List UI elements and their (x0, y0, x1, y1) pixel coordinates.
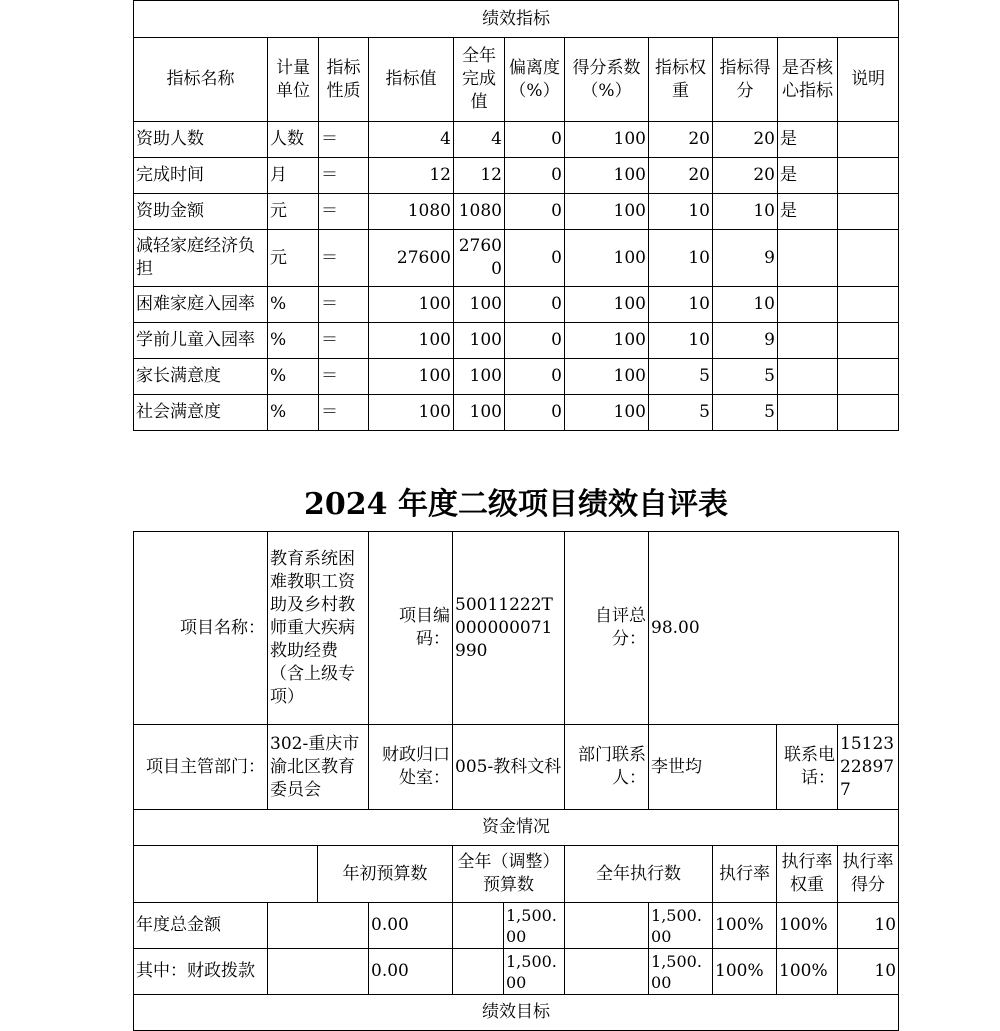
score-coefficient: 100 (565, 158, 649, 194)
deviation: 0 (505, 158, 565, 194)
core-flag (778, 395, 838, 431)
header-core: 是否核心指标 (778, 38, 838, 122)
header-unit: 计量单位 (268, 38, 319, 122)
core-flag: 是 (778, 158, 838, 194)
note (838, 194, 899, 230)
completed-value: 100 (454, 359, 505, 395)
deviation: 0 (505, 395, 565, 431)
dept-label: 项目主管部门： (134, 725, 268, 810)
deviation: 0 (505, 287, 565, 323)
core-flag (778, 230, 838, 287)
header-indicator-name: 指标名称 (134, 38, 268, 122)
weight: 10 (649, 323, 713, 359)
header-weight: 指标权重 (649, 38, 713, 122)
weight: 20 (649, 158, 713, 194)
table-row (134, 194, 899, 230)
nature: ＝ (319, 194, 369, 230)
completed-value: 12 (454, 158, 505, 194)
unit: % (268, 395, 319, 431)
project-name: 教育系统困难教职工资助及乡村教师重大疾病救助经费（含上级专项） (268, 532, 369, 725)
finance-office: 005-教科文科 (453, 725, 565, 810)
funds-header-blank (134, 846, 318, 903)
weight: 5 (649, 395, 713, 431)
indicator-name: 困难家庭入园率 (134, 287, 268, 323)
weight: 10 (649, 287, 713, 323)
header-note: 说明 (838, 38, 899, 122)
dept: 302-重庆市渝北区教育委员会 (268, 725, 369, 810)
indicator-name: 完成时间 (134, 158, 268, 194)
deviation: 0 (505, 122, 565, 158)
funds-weight: 100% (777, 903, 838, 949)
note (838, 359, 899, 395)
nature: ＝ (319, 122, 369, 158)
core-flag (778, 287, 838, 323)
funds-row-label: 其中：财政拨款 (134, 949, 268, 995)
completed-value: 100 (454, 323, 505, 359)
indicator-name: 家长满意度 (134, 359, 268, 395)
funds-rate: 100% (713, 949, 777, 995)
completed-value: 4 (454, 122, 505, 158)
note (838, 122, 899, 158)
performance-indicator-table (133, 0, 899, 431)
header-score: 指标得分 (713, 38, 778, 122)
deviation: 0 (505, 230, 565, 287)
header-deviation: 偏离度（%） (505, 38, 565, 122)
contact-person: 李世均 (649, 725, 777, 810)
score: 9 (713, 323, 778, 359)
indicator-section-title: 绩效指标 (134, 1, 899, 38)
score-coefficient: 100 (565, 287, 649, 323)
phone-label: 联系电话： (777, 725, 838, 810)
finance-label: 财政归口处室： (369, 725, 453, 810)
indicator-name: 学前儿童入园率 (134, 323, 268, 359)
phone: 15123228977 (838, 725, 899, 810)
self-score: 98.00 (649, 532, 899, 725)
score-coefficient: 100 (565, 122, 649, 158)
funds-adjusted: 1,500.00 (504, 903, 565, 949)
unit: % (268, 323, 319, 359)
score: 10 (713, 194, 778, 230)
unit: 元 (268, 194, 319, 230)
weight: 20 (649, 122, 713, 158)
funds-weight: 100% (777, 949, 838, 995)
target-value: 12 (369, 158, 454, 194)
unit: 元 (268, 230, 319, 287)
header-target-value: 指标值 (369, 38, 454, 122)
indicator-name: 资助金额 (134, 194, 268, 230)
target-value: 1080 (369, 194, 454, 230)
funds-header-executed: 全年执行数 (565, 846, 713, 903)
funds-initial: 0.00 (369, 949, 453, 995)
page-title: 2024 年度二级项目绩效自评表 (304, 487, 728, 522)
completed-value: 27600 (454, 230, 505, 287)
note (838, 230, 899, 287)
funds-executed: 1,500.00 (649, 949, 713, 995)
target-value: 4 (369, 122, 454, 158)
table-row (134, 230, 899, 287)
deviation: 0 (505, 194, 565, 230)
note (838, 395, 899, 431)
core-flag (778, 359, 838, 395)
project-evaluation-table (133, 531, 899, 1031)
deviation: 0 (505, 323, 565, 359)
header-score-coefficient: 得分系数（%） (565, 38, 649, 122)
score-coefficient: 100 (565, 323, 649, 359)
unit: 人数 (268, 122, 319, 158)
weight: 10 (649, 230, 713, 287)
score: 20 (713, 158, 778, 194)
table-row (134, 359, 899, 395)
score-coefficient: 100 (565, 194, 649, 230)
score-coefficient: 100 (565, 359, 649, 395)
note (838, 287, 899, 323)
funds-row (134, 903, 899, 949)
score: 5 (713, 359, 778, 395)
table-row (134, 395, 899, 431)
note (838, 323, 899, 359)
funds-rate: 100% (713, 903, 777, 949)
unit: % (268, 359, 319, 395)
completed-value: 1080 (454, 194, 505, 230)
unit: 月 (268, 158, 319, 194)
funds-header-weight: 执行率权重 (777, 846, 838, 903)
core-flag (778, 323, 838, 359)
funds-section-title: 资金情况 (134, 810, 899, 846)
deviation: 0 (505, 359, 565, 395)
weight: 10 (649, 194, 713, 230)
project-name-label: 项目名称： (134, 532, 268, 725)
table-row (134, 287, 899, 323)
funds-score: 10 (838, 903, 899, 949)
funds-header-rate: 执行率 (713, 846, 777, 903)
completed-value: 100 (454, 395, 505, 431)
score: 10 (713, 287, 778, 323)
target-value: 27600 (369, 230, 454, 287)
weight: 5 (649, 359, 713, 395)
nature: ＝ (319, 287, 369, 323)
indicator-name: 减轻家庭经济负担 (134, 230, 268, 287)
note (838, 158, 899, 194)
nature: ＝ (319, 323, 369, 359)
target-value: 100 (369, 395, 454, 431)
project-code: 50011222T000000071990 (453, 532, 565, 725)
nature: ＝ (319, 395, 369, 431)
target-value: 100 (369, 287, 454, 323)
score: 5 (713, 395, 778, 431)
indicator-name: 资助人数 (134, 122, 268, 158)
nature: ＝ (319, 230, 369, 287)
funds-executed: 1,500.00 (649, 903, 713, 949)
completed-value: 100 (454, 287, 505, 323)
table-row (134, 323, 899, 359)
funds-initial: 0.00 (369, 903, 453, 949)
nature: ＝ (319, 359, 369, 395)
funds-row-label: 年度总金额 (134, 903, 268, 949)
self-score-label: 自评总分： (565, 532, 649, 725)
core-flag: 是 (778, 122, 838, 158)
target-value: 100 (369, 323, 454, 359)
funds-adjusted: 1,500.00 (504, 949, 565, 995)
funds-score: 10 (838, 949, 899, 995)
funds-header-score: 执行率得分 (838, 846, 899, 903)
table-row (134, 158, 899, 194)
indicator-name: 社会满意度 (134, 395, 268, 431)
contact-label: 部门联系人： (565, 725, 649, 810)
score-coefficient: 100 (565, 395, 649, 431)
funds-row (134, 949, 899, 995)
nature: ＝ (319, 158, 369, 194)
score: 20 (713, 122, 778, 158)
unit: % (268, 287, 319, 323)
header-nature: 指标性质 (319, 38, 369, 122)
score: 9 (713, 230, 778, 287)
score-coefficient: 100 (565, 230, 649, 287)
header-completed-value: 全年完成值 (454, 38, 505, 122)
target-value: 100 (369, 359, 454, 395)
core-flag: 是 (778, 194, 838, 230)
funds-header-initial: 年初预算数 (318, 846, 453, 903)
project-code-label: 项目编码： (369, 532, 453, 725)
table-row (134, 122, 899, 158)
goals-section-title: 绩效目标 (134, 995, 899, 1031)
funds-header-adjusted: 全年（调整）预算数 (453, 846, 565, 903)
